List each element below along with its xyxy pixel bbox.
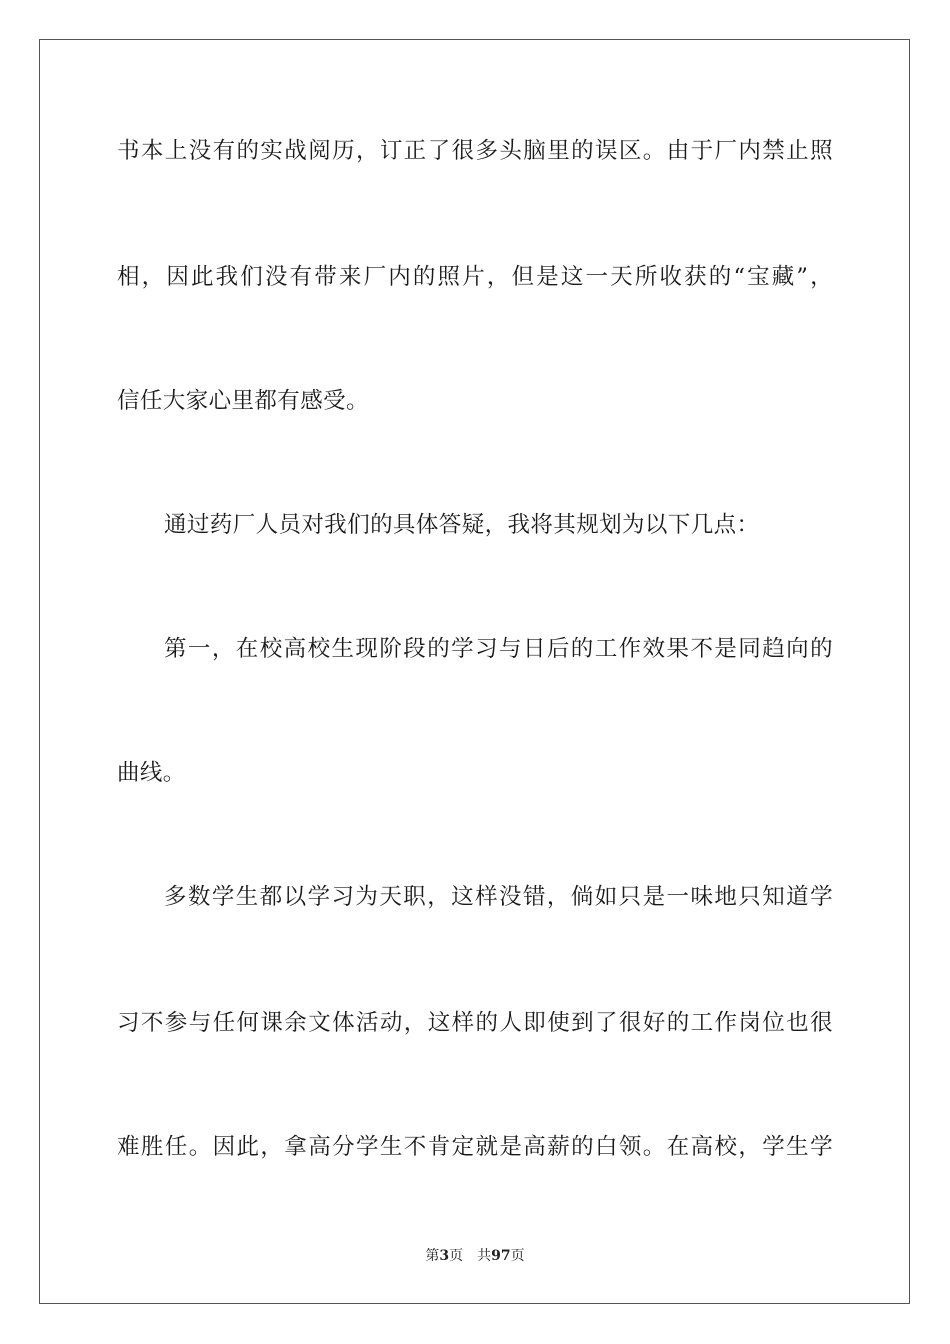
total-suffix: 页 xyxy=(510,1248,525,1264)
text-line-1: 书本上没有的实战阅历，订正了很多头脑里的误区。由于厂内禁止照 xyxy=(117,138,833,164)
total-prefix: 共 xyxy=(477,1248,492,1264)
text-line-8: 习不参与任何课余文体活动，这样的人即使到了很好的工作岗位也很 xyxy=(117,1010,833,1036)
text-line-6: 曲线。 xyxy=(117,760,186,786)
page-suffix: 页 xyxy=(449,1248,464,1264)
text-line-7: 多数学生都以学习为天职，这样没错，倘如只是一味地只知道学 xyxy=(164,884,833,910)
page-number: 3 xyxy=(439,1248,450,1264)
page-prefix: 第 xyxy=(425,1248,440,1264)
total-pages: 97 xyxy=(491,1248,511,1264)
page-footer xyxy=(0,1246,950,1266)
text-line-3: 信任大家心里都有感受。 xyxy=(117,388,369,414)
text-line-9: 难胜任。因此，拿高分学生不肯定就是高薪的白领。在高校，学生学 xyxy=(117,1134,833,1160)
text-line-5: 第一，在校高校生现阶段的学习与日后的工作效果不是同趋向的 xyxy=(164,636,833,662)
page-border xyxy=(39,39,910,1304)
text-line-2: 相，因此我们没有带来厂内的照片，但是这一天所收获的“宝藏”， xyxy=(117,264,833,290)
text-line-4: 通过药厂人员对我们的具体答疑，我将其规划为以下几点： xyxy=(164,512,760,538)
